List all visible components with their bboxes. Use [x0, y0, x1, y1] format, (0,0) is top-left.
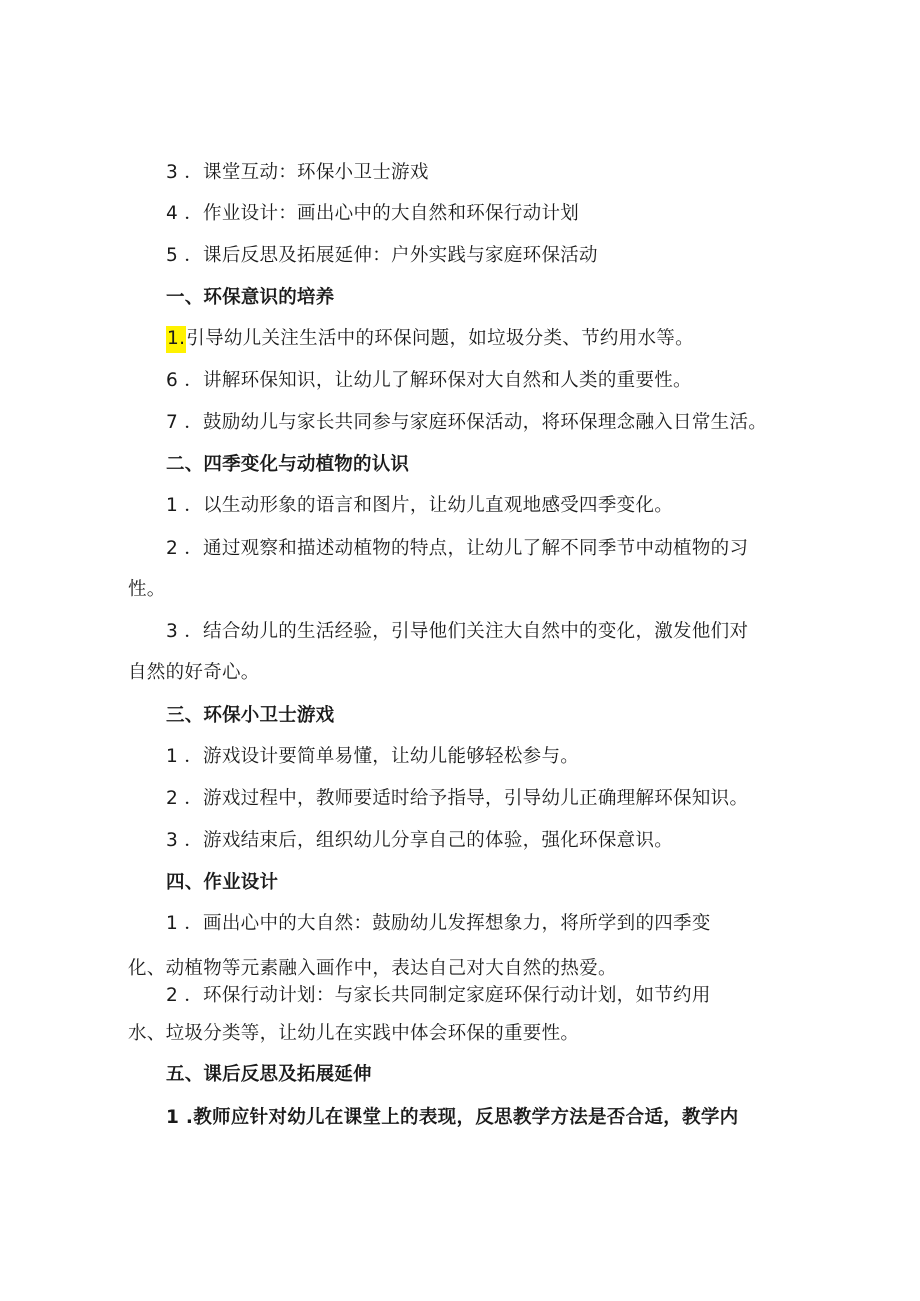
list-item: 1 ．游戏设计要简单易懂，让幼儿能够轻松参与。 — [166, 746, 580, 767]
list-item: 1 ．以生动形象的语言和图片，让幼儿直观地感受四季变化。 — [166, 495, 674, 516]
list-item: 2 ．游戏过程中，教师要适时给予指导，引导幼儿正确理解环保知识。 — [166, 788, 749, 809]
section-heading: 二、四季变化与动植物的认识 — [166, 454, 410, 475]
list-item: 2 ．通过观察和描述动植物的特点，让幼儿了解不同季节中动植物的习 — [166, 538, 749, 559]
list-item: 4 ．作业设计：画出心中的大自然和环保行动计划 — [166, 203, 580, 224]
section-heading: 一、环保意识的培养 — [166, 287, 335, 308]
list-item-continuation: 化、动植物等元素融入画作中，表达自己对大自然的热爱。 — [128, 958, 617, 979]
section-heading: 三、环保小卫士游戏 — [166, 705, 335, 726]
list-item-continuation: 自然的好奇心。 — [128, 662, 260, 683]
list-item: 3 ．课堂互动：环保小卫士游戏 — [166, 162, 429, 183]
list-item: 5 ．课后反思及拓展延伸：户外实践与家庭环保活动 — [166, 245, 598, 266]
list-item: 1 .教师应针对幼儿在课堂上的表现，反思教学方法是否合适，教学内 — [166, 1107, 739, 1128]
list-item: 3 ．结合幼儿的生活经验，引导他们关注大自然中的变化，激发他们对 — [166, 621, 749, 642]
list-item: 1 ．画出心中的大自然：鼓励幼儿发挥想象力，将所学到的四季变 — [166, 913, 711, 934]
list-item: 7 ．鼓励幼儿与家长共同参与家庭环保活动，将环保理念融入日常生活。 — [166, 412, 768, 433]
list-item: 6 ．讲解环保知识，让幼儿了解环保对大自然和人类的重要性。 — [166, 370, 692, 391]
list-item-text: 引导幼儿关注生活中的环保问题，如垃圾分类、节约用水等。 — [186, 328, 694, 349]
section-heading: 四、作业设计 — [166, 872, 279, 893]
list-item: 2 ．环保行动计划：与家长共同制定家庭环保行动计划，如节约用 — [166, 985, 711, 1006]
list-item-continuation: 水、垃圾分类等，让幼儿在实践中体会环保的重要性。 — [128, 1023, 580, 1044]
list-item-continuation: 性。 — [128, 579, 166, 600]
list-item — [166, 327, 694, 351]
list-item: 3 ．游戏结束后，组织幼儿分享自己的体验，强化环保意识。 — [166, 830, 674, 851]
section-heading: 五、课后反思及拓展延伸 — [166, 1064, 372, 1085]
highlighted-number: 1. — [166, 326, 186, 353]
